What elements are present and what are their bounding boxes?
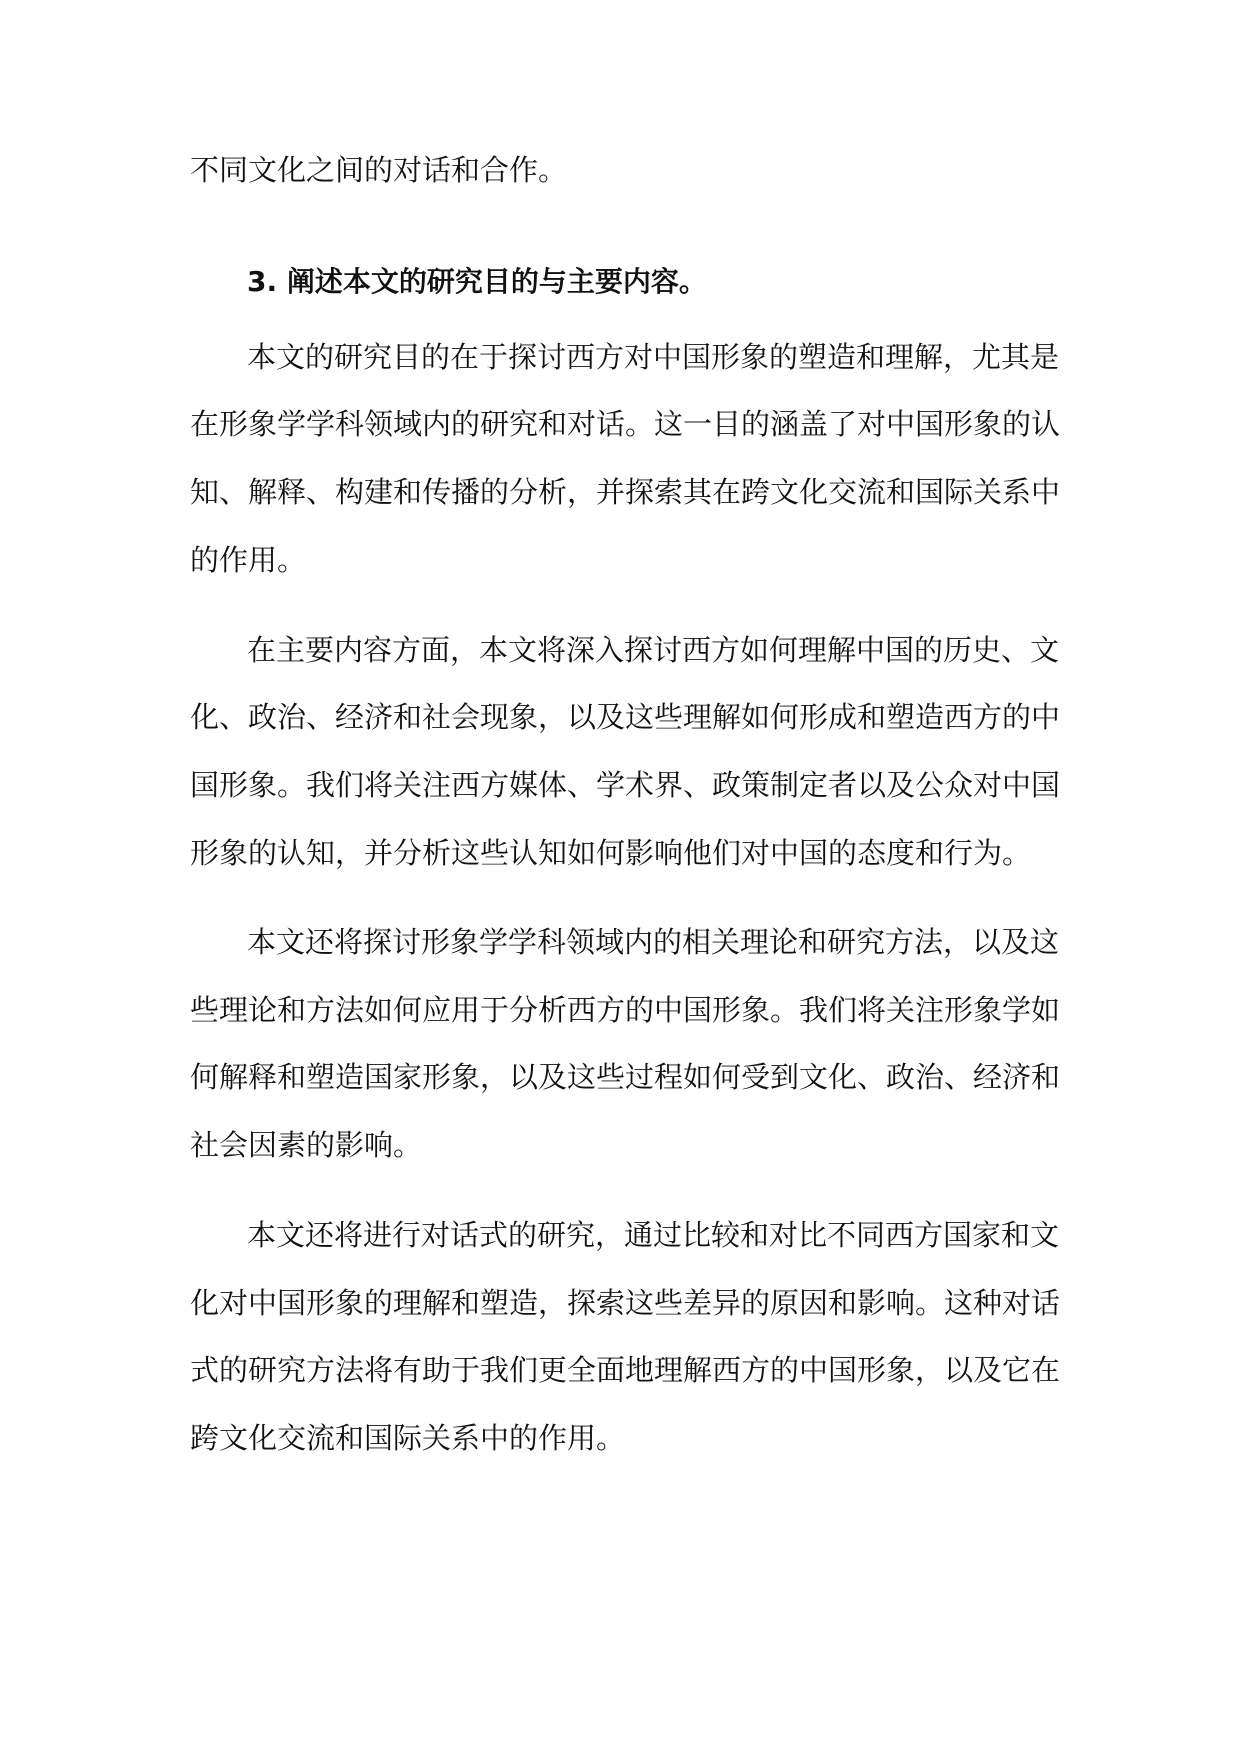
- paragraph-4-line-4: 跨文化交流和国际关系中的作用。: [190, 1421, 626, 1455]
- paragraph-2-line-2: 化、政治、经济和社会现象，以及这些理解如何形成和塑造西方的中: [190, 700, 1061, 734]
- paragraph-3-line-2: 些理论和方法如何应用于分析西方的中国形象。我们将关注形象学如: [190, 993, 1061, 1027]
- paragraph-2-line-3: 国形象。我们将关注西方媒体、学术界、政策制定者以及公众对中国: [190, 768, 1061, 802]
- paragraph-1-line-1: 本文的研究目的在于探讨西方对中国形象的塑造和理解，尤其是: [247, 340, 1060, 374]
- paragraph-4-line-3: 式的研究方法将有助于我们更全面地理解西方的中国形象，以及它在: [190, 1353, 1061, 1387]
- paragraph-3-line-1: 本文还将探讨形象学学科领域内的相关理论和研究方法，以及这: [247, 925, 1060, 959]
- paragraph-1-line-2: 在形象学学科领域内的研究和对话。这一目的涵盖了对中国形象的认: [190, 407, 1061, 441]
- paragraph-1-line-3: 知、解释、构建和传播的分析，并探索其在跨文化交流和国际关系中: [190, 475, 1061, 509]
- paragraph-4-line-2: 化对中国形象的理解和塑造，探索这些差异的原因和影响。这种对话: [190, 1286, 1061, 1320]
- section-heading: 3. 阐述本文的研究目的与主要内容。: [247, 265, 707, 298]
- paragraph-2-line-4: 形象的认知，并分析这些认知如何影响他们对中国的态度和行为。: [190, 836, 1032, 870]
- paragraph-3-line-3: 何解释和塑造国家形象，以及这些过程如何受到文化、政治、经济和: [190, 1060, 1061, 1094]
- continuation-line: 不同文化之间的对话和合作。: [190, 153, 568, 187]
- paragraph-1-line-4: 的作用。: [190, 543, 307, 577]
- paragraph-2-line-1: 在主要内容方面，本文将深入探讨西方如何理解中国的历史、文: [247, 633, 1060, 667]
- paragraph-4-line-1: 本文还将进行对话式的研究，通过比较和对比不同西方国家和文: [247, 1218, 1060, 1252]
- paragraph-3-line-4: 社会因素的影响。: [190, 1128, 423, 1162]
